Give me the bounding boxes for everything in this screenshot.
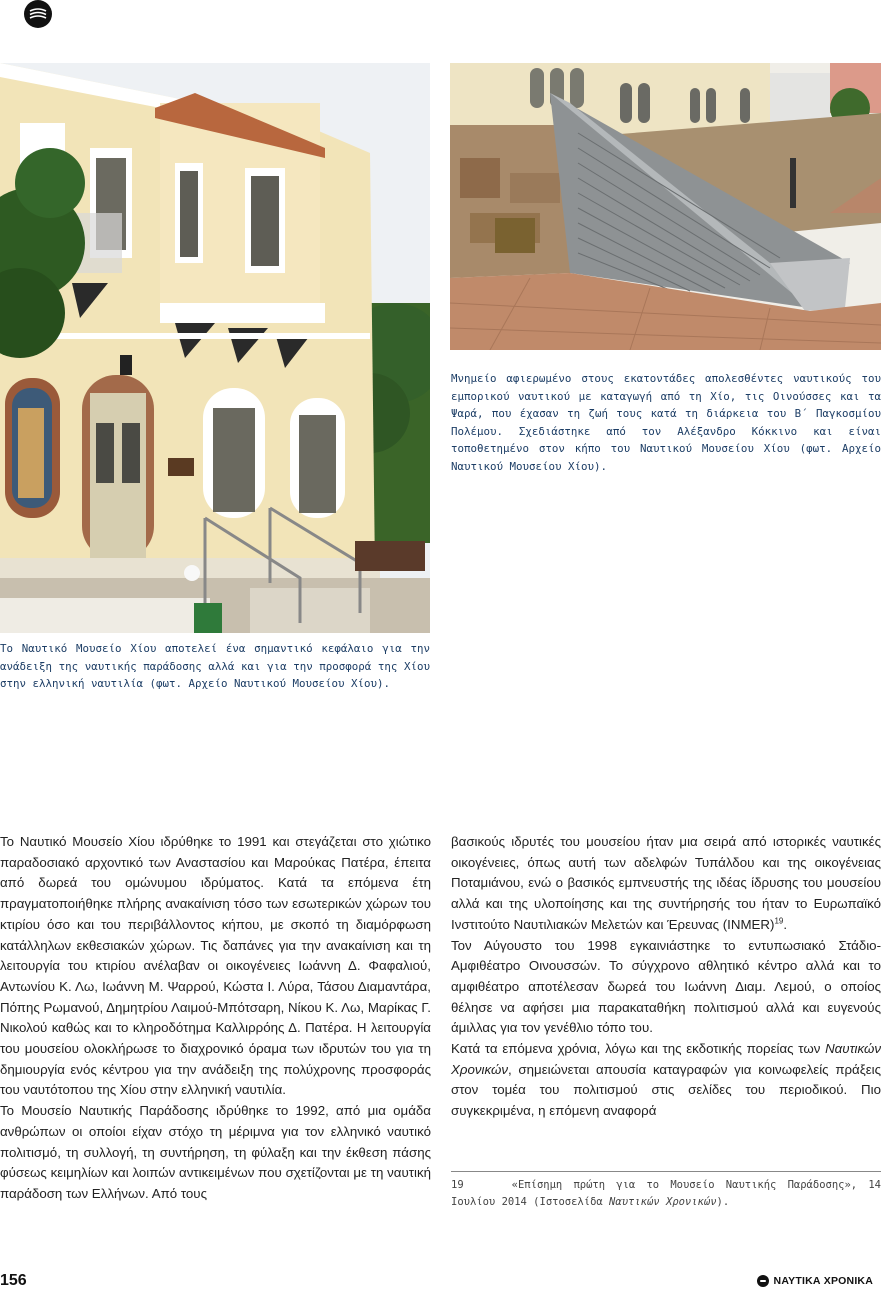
body-text-right-column [451,832,881,1122]
memorial-monument-photo [450,63,881,350]
footnote: 19 «Επίσημη πρώτη για το Μουσείο Ναυτικής Παράδοσης», 14 Ιουλίου 2014 (Ιστοσελίδα Ναυτικών Χρονικών). [451,1179,881,1208]
body-text-left-column [0,832,431,1205]
footnote-divider [451,1171,881,1172]
paragraph-following-years: Κατά τα επόμενα χρόνια, λόγω και της εκδοτικής πορείας των Ναυτικών Χρονικών, σημειώνεται απουσία καταγραφών για κοινωφελείς πράξεις στον τομέα του πολιτισμού στις σελίδες του περιοδικού. Πιο συγκεκριμένα, η επόμενη αναφορά [451,1041,881,1119]
museum-photo-caption: Το Ναυτικό Μουσείο Χίου αποτελεί ένα σημαντικό κεφάλαιο για την ανάδειξη της ναυτικής παράδοσης αλλά και για την προσφορά της Χίου στην ελληνική ναυτιλία (φωτ. Αρχείο Ναυτικού Μουσείου Χίου). [0,642,430,690]
memorial-photo-caption: Μνημείο αφιερωμένο στους εκατοντάδες απολεσθέντες ναυτικούς του εμπορικού ναυτικού με καταγωγή από τη Χίο, τις Οινούσσες και τα Ψαρά, που έχασαν τη ζωή τους κατά τη διάρκεια του Β΄ Παγκοσμίου Πολέμου. Σχεδιάστηκε από τον Αλέξανδρο Κόκκινο και είναι τοποθετημένο στον κήπο του Ναυτικού Μουσείου Χίου (φωτ. Αρχείο Ναυτικού Μουσείου Χίου). [451,372,881,473]
paragraph-founders: βασικούς ιδρυτές του μουσείου ήταν μια σειρά από ιστορικές ναυτικές οικογένειες, όπως αυτή των αδελφών Τυπάλδου και της οικογένειας Ποταμιάνου, ενώ ο βασικός εμπνευστής της ιδέας ίδρυσης του μουσείου αλλά και της υλοποίησης και της συντήρησής του ήταν το Ευρωπαϊκό Ινστιτούτο Ναυτιλιακών Μελετών και Έρευνας (INMER)$^{19}$. [451,834,881,932]
magazine-name: ΝΑΥΤΙΚΑ ΧΡΟΝΙΚΑ [773,1275,873,1287]
paragraph-oinousses-stadium: Τον Αύγουστο του 1998 εγκαινιάστηκε το εντυπωσιακό Στάδιο-Αμφιθέατρο Οινουσσών. Το σύγχρονο αθλητικό κέντρο αλλά και το αμφιθέατρο αποτέλεσαν δωρεά του Ιωάννη Διαμ. Λεμού, ο οποίος θέλησε να αφήσει μια παρακαταθήκη πολιτισμού αλλά και ευγενούς άμιλλας για τον γενέθλιο τόπο του. [451,937,881,1036]
page-number: 156 [0,1272,27,1289]
magazine-footer [757,1275,873,1287]
paragraph-nautical-tradition-museum: Το Μουσείο Ναυτικής Παράδοσης ιδρύθηκε το 1992, από μια ομάδα ανθρώπων οι οποίοι είχαν στόχο τη μέριμνα για τον ελληνικό ναυτικό πολιτισμό, τη συλλογή, τη συντήρηση, τη φύλαξη και την έκθεση πάσης φύσεως κειμηλίων και λοιπών αντικειμένων που σχετίζονται με τη ναυτική παράδοση των Ελλήνων. Από τους [0,1103,431,1201]
museum-building-photo [0,63,430,633]
footnote-number: 19 [451,1179,464,1191]
footnote-reference[interactable]: 19 [774,916,784,926]
header-logo-icon [24,0,52,28]
paragraph-chios-museum: Το Ναυτικό Μουσείο Χίου ιδρύθηκε το 1991 και στεγάζεται στο χιώτικο παραδοσιακό αρχοντικό των Αναστασίου και Μαρούκας Πατέρα, έπειτα από δωρεά του ομώνυμου ιδρύματος. Κατά τα επόμενα έτη πραγματοποιήθηκε πλήρης ανακαίνιση τόσο των εσωτερικών χώρων του κτιρίου όσο και του περιβάλλοντος κήπου, με σκοπό τη διαμόρφωση κατάλληλων εκθεσιακών χώρων. Τις δαπάνες για την ανακαίνιση και τη λειτουργία του κτιρίου ανέλαβαν οι οικογένειες Ιωάννη Δ. Φαφαλιού, Αντωνίου Κ. Λω, Ιωάννη Μ. Ψαρρού, Κώστα Ι. Λύρα, Τάσου Διαμαντάρα, Πόπης Ρωμανού, Δημητρίου Λαιμού-Μπότσαρη, Νίκου Κ. Λω, Μαρίκας Γ. Νικολού καθώς και το κληροδότημα Καλλιρρόης Δ. Πατέρα. Η λειτουργία του μουσείου ολοκλήρωσε το διαχρονικό όραμα των ιδρυτών του για τη δημιουργία ενός κέντρου για την ανάδειξη της πολύχρονης προσφοράς του ναυτότοπου της Χίου στην ελληνική ναυτιλία. [0,834,431,1098]
magazine-logo-icon [757,1275,769,1287]
